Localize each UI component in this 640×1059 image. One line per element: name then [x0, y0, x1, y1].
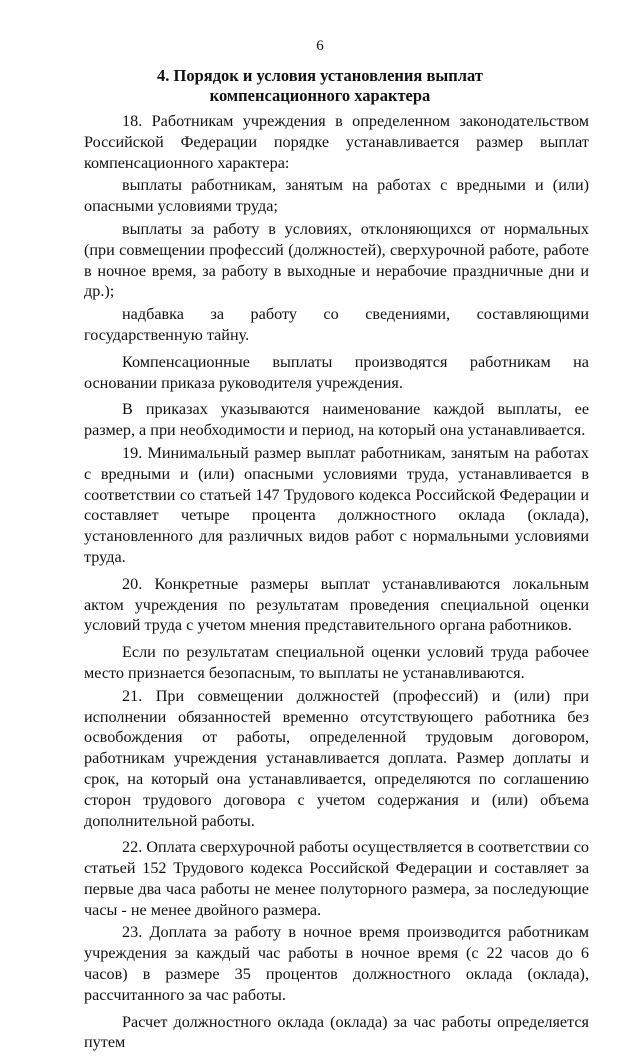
paragraph-order-basis: Компенсационные выплаты производятся работникам на основании приказа руководителя учреждения. — [84, 352, 589, 392]
paragraph-order-contents: В приказах указываются наименование каждой выплаты, ее размер, а при необходимости и период, на который она устанавливается. — [84, 400, 589, 440]
list-item-abnormal-conditions: выплаты за работу в условиях, отклоняющихся от нормальных (при совмещении профессий (должностей), сверхурочной работе, работе в ночное время, за работу в выходные и нерабочие праздничные дни и др.); — [84, 219, 589, 301]
paragraph-18: 18. Работникам учреждения в определенном законодательством Российской Федерации порядке устанавливается размер выплат компенсационного характера: — [84, 112, 589, 172]
section-title — [0, 66, 640, 106]
list-item-harmful-conditions: выплаты работникам, занятым на работах с вредными и (или) опасными условиями труда; — [84, 176, 589, 216]
paragraph-21: 21. При совмещении должностей (профессий) и (или) при исполнении обязанностей временно отсутствующего работника без освобождения от работы, определенной трудовым договором, работникам учреждения устанавливается доплата. Размер доплаты и срок, на который она устанавливается, определяются по соглашению сторон трудового договора с учетом содержания и (или) объема дополнительной работы. — [84, 686, 589, 830]
list-item-state-secret: надбавка за работу со сведениями, составляющими государственную тайну. — [84, 305, 589, 344]
section-title-line-2: компенсационного характера — [209, 86, 431, 105]
paragraph-23: 23. Доплата за работу в ночное время производится работникам учреждения за каждый час работы в ночное время (с 22 часов до 6 часов) в размере 35 процентов должностного оклада (оклада), рассчитанного за час работы. — [84, 923, 589, 1004]
document-body — [84, 111, 589, 1059]
paragraph-safe-workplace: Если по результатам специальной оценки условий труда рабочее место признается безопасным, то выплаты не устанавливаются. — [84, 643, 589, 682]
paragraph-hourly-calc: Расчет должностного оклада (оклада) за час работы определяется путем — [84, 1012, 589, 1052]
paragraph-19: 19. Минимальный размер выплат работникам, занятым на работах с вредными и (или) опасными условиями труда, устанавливается в соответствии со статьей 147 Трудового кодекса Российской Федерации и составляет четыре процента должностного оклада (оклада), установленного для различных видов работ с нормальными условиями труда. — [84, 443, 589, 566]
paragraph-22: 22. Оплата сверхурочной работы осуществляется в соответствии со статьей 152 Трудового кодекса Российской Федерации и составляет за первые два часа работы не менее полуторного размера, за последующие часы - не менее двойного размера. — [84, 838, 589, 919]
section-title-line-1: 4. Порядок и условия установления выплат — [157, 66, 483, 85]
paragraph-20: 20. Конкретные размеры выплат устанавливаются локальным актом учреждения по результатам проведения специальной оценки условий труда с учетом мнения представительного органа работников. — [84, 574, 589, 635]
page-number: 6 — [316, 38, 324, 54]
